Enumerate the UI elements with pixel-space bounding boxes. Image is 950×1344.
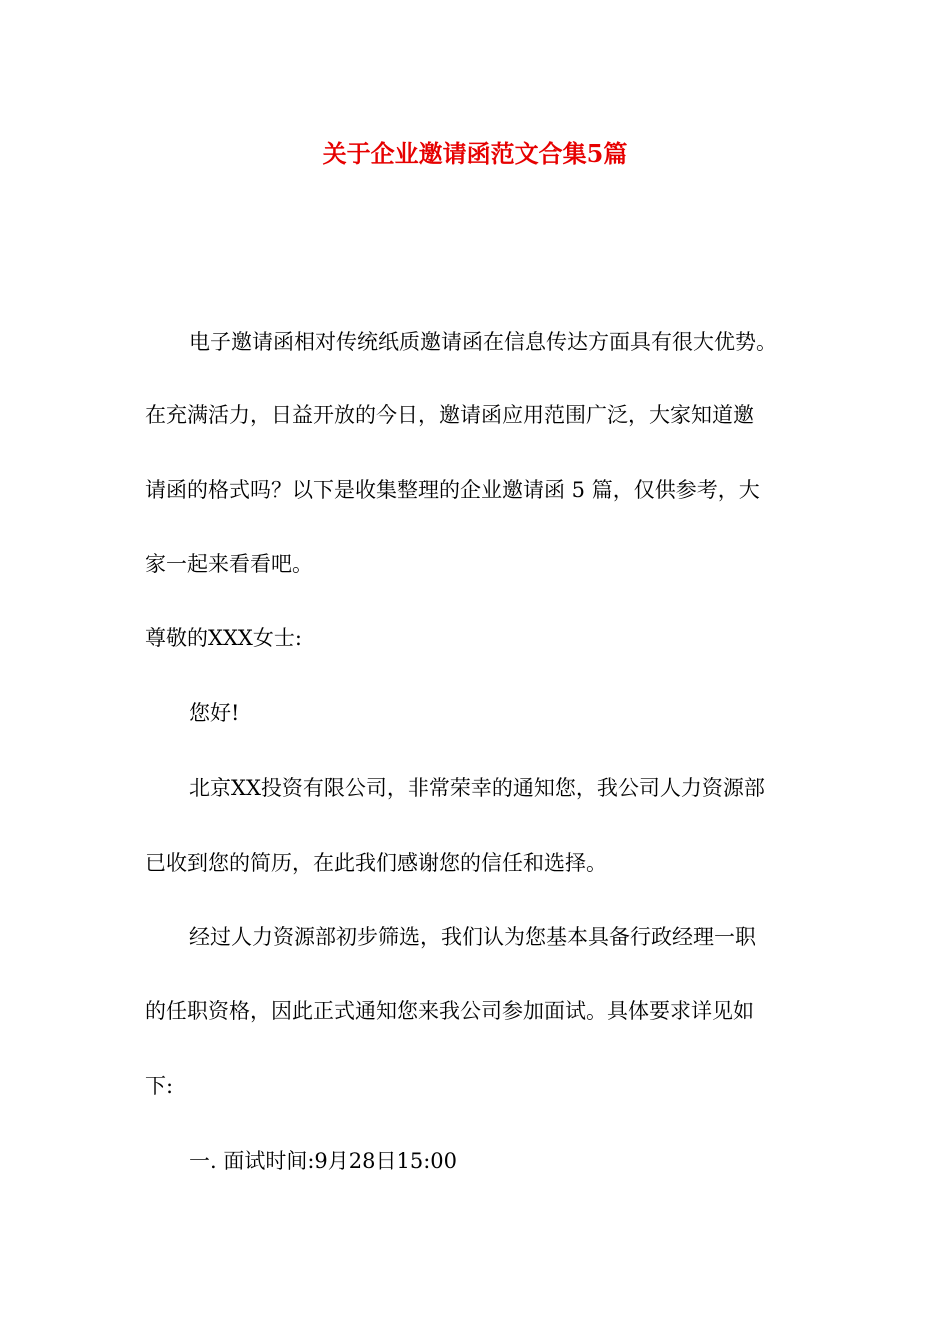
paragraph-line-8: 已收到您的简历，在此我们感谢您的信任和选择。 — [145, 851, 607, 875]
paragraph-line-10: 的任职资格，因此正式通知您来我公司参加面试。具体要求详见如 — [145, 999, 754, 1023]
paragraph-line-2: 在充满活力，日益开放的今日，邀请函应用范围广泛，大家知道邀 — [145, 403, 754, 427]
paragraph-line-4: 家一起来看看吧。 — [145, 552, 313, 576]
salutation-line: 尊敬的XXX女士: — [145, 626, 302, 650]
paragraph-line-3: 请函的格式吗？以下是收集整理的企业邀请函 5 篇，仅供参考，大 — [145, 478, 760, 502]
document-title: 关于企业邀请函范文合集5篇 — [322, 139, 628, 168]
paragraph-line-11: 下: — [145, 1074, 174, 1098]
interview-time-item: 一. 面试时间:9月28日15:00 — [189, 1149, 458, 1173]
paragraph-line-7: 北京XX投资有限公司，非常荣幸的通知您，我公司人力资源部 — [189, 776, 765, 800]
paragraph-line-1: 电子邀请函相对传统纸质邀请函在信息传达方面具有很大优势。 — [189, 330, 777, 354]
greeting-line: 您好! — [189, 701, 240, 725]
paragraph-line-9: 经过人力资源部初步筛选，我们认为您基本具备行政经理一职 — [189, 925, 756, 949]
